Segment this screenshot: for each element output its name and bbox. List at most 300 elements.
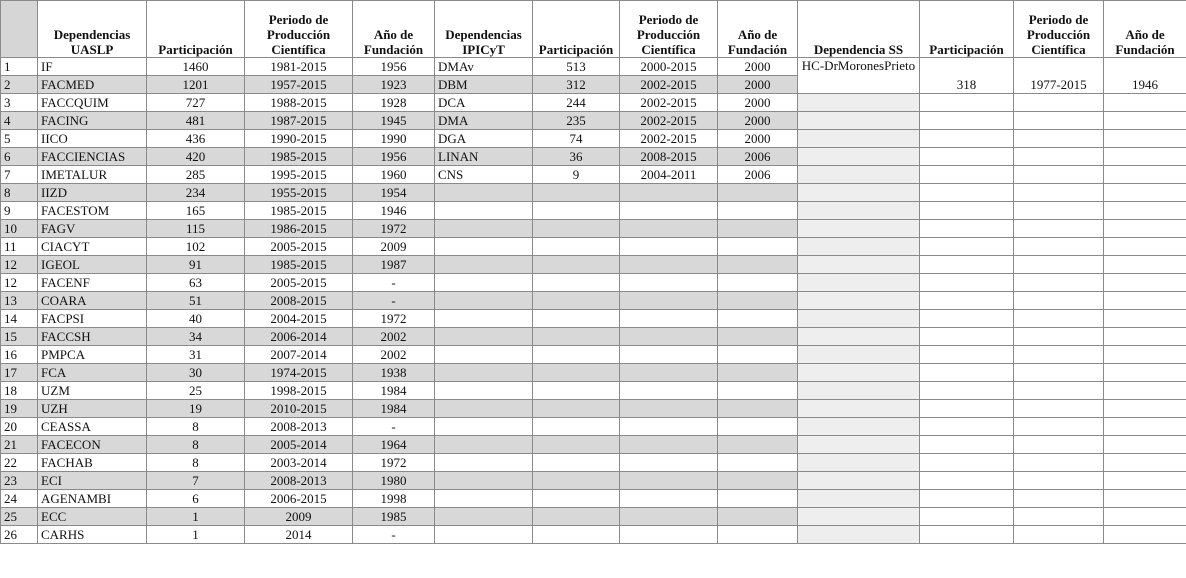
row-number: 18 [1, 382, 38, 400]
ipicyt-participation [533, 508, 620, 526]
ipicyt-period [620, 202, 718, 220]
uaslp-period: 1988-2015 [245, 94, 353, 112]
ss-participation: 318 [920, 58, 1014, 94]
ipicyt-year [718, 526, 798, 544]
uaslp-year: 1946 [353, 202, 435, 220]
ipicyt-participation [533, 346, 620, 364]
ss-empty-cell [1104, 418, 1186, 436]
table-row [1, 346, 1186, 364]
uaslp-dependency: IGEOL [38, 256, 147, 274]
ss-empty-cell [920, 274, 1014, 292]
uaslp-year: 2002 [353, 328, 435, 346]
ss-empty-cell [920, 400, 1014, 418]
ipicyt-year [718, 436, 798, 454]
uaslp-year: 1984 [353, 382, 435, 400]
ipicyt-period [620, 418, 718, 436]
header-anio-uaslp: Año de Fundación [353, 1, 435, 58]
uaslp-period: 1986-2015 [245, 220, 353, 238]
uaslp-period: 2005-2015 [245, 274, 353, 292]
table-row [1, 364, 1186, 382]
uaslp-year: - [353, 526, 435, 544]
uaslp-year: 1956 [353, 58, 435, 76]
uaslp-year: - [353, 418, 435, 436]
ipicyt-dependency [435, 472, 533, 490]
ipicyt-dependency [435, 526, 533, 544]
ss-empty-cell [1104, 166, 1186, 184]
ss-empty-cell [798, 328, 920, 346]
uaslp-dependency: COARA [38, 292, 147, 310]
ss-empty-cell [798, 436, 920, 454]
ss-empty-cell [920, 292, 1014, 310]
ipicyt-participation [533, 238, 620, 256]
uaslp-year: 1928 [353, 94, 435, 112]
ipicyt-dependency [435, 436, 533, 454]
uaslp-participation: 7 [147, 472, 245, 490]
ipicyt-participation: 244 [533, 94, 620, 112]
uaslp-period: 1955-2015 [245, 184, 353, 202]
ss-empty-cell [1104, 184, 1186, 202]
ss-empty-cell [1104, 274, 1186, 292]
uaslp-dependency: AGENAMBI [38, 490, 147, 508]
uaslp-dependency: IIZD [38, 184, 147, 202]
uaslp-participation: 1 [147, 508, 245, 526]
table-row [1, 526, 1186, 544]
ipicyt-period: 2002-2015 [620, 112, 718, 130]
row-number: 7 [1, 166, 38, 184]
row-number: 20 [1, 418, 38, 436]
ss-empty-cell [1014, 166, 1104, 184]
uaslp-period: 2004-2015 [245, 310, 353, 328]
ss-empty-cell [1014, 508, 1104, 526]
ipicyt-period [620, 328, 718, 346]
row-number: 15 [1, 328, 38, 346]
table-row [1, 256, 1186, 274]
uaslp-dependency: CIACYT [38, 238, 147, 256]
table-row [1, 382, 1186, 400]
ipicyt-participation [533, 220, 620, 238]
ipicyt-year [718, 400, 798, 418]
uaslp-year: 1964 [353, 436, 435, 454]
uaslp-year: 1972 [353, 220, 435, 238]
uaslp-participation: 1460 [147, 58, 245, 76]
uaslp-year: 1938 [353, 364, 435, 382]
header-row-number [1, 1, 38, 58]
ipicyt-dependency [435, 364, 533, 382]
ss-empty-cell [1104, 292, 1186, 310]
ss-empty-cell [1014, 490, 1104, 508]
table-row [1, 58, 1186, 76]
uaslp-dependency: FACHAB [38, 454, 147, 472]
ipicyt-year [718, 346, 798, 364]
row-number: 25 [1, 508, 38, 526]
ss-empty-cell [1014, 148, 1104, 166]
ss-empty-cell [920, 166, 1014, 184]
uaslp-period: 1985-2015 [245, 148, 353, 166]
ss-empty-cell [798, 274, 920, 292]
ipicyt-dependency [435, 238, 533, 256]
table-body [1, 58, 1186, 544]
ss-empty-cell [920, 238, 1014, 256]
ipicyt-period [620, 526, 718, 544]
ss-empty-cell [1104, 454, 1186, 472]
ipicyt-year [718, 418, 798, 436]
ipicyt-participation: 74 [533, 130, 620, 148]
ipicyt-participation: 312 [533, 76, 620, 94]
uaslp-year: 1990 [353, 130, 435, 148]
ipicyt-participation [533, 400, 620, 418]
row-number: 19 [1, 400, 38, 418]
uaslp-participation: 420 [147, 148, 245, 166]
uaslp-year: 1980 [353, 472, 435, 490]
uaslp-participation: 234 [147, 184, 245, 202]
uaslp-dependency: FACECON [38, 436, 147, 454]
ipicyt-dependency: LINAN [435, 148, 533, 166]
row-number: 26 [1, 526, 38, 544]
ipicyt-participation [533, 418, 620, 436]
ss-period: 1977-2015 [1014, 58, 1104, 94]
ss-empty-cell [1104, 112, 1186, 130]
ipicyt-period [620, 382, 718, 400]
uaslp-dependency: FAGV [38, 220, 147, 238]
ipicyt-year [718, 508, 798, 526]
ss-empty-cell [920, 346, 1014, 364]
row-number: 1 [1, 58, 38, 76]
table-row [1, 94, 1186, 112]
table-row [1, 184, 1186, 202]
ipicyt-period [620, 238, 718, 256]
ss-empty-cell [1014, 94, 1104, 112]
ipicyt-participation [533, 490, 620, 508]
uaslp-dependency: FACCQUIM [38, 94, 147, 112]
ipicyt-year [718, 184, 798, 202]
row-number: 6 [1, 148, 38, 166]
table-row [1, 400, 1186, 418]
uaslp-participation: 6 [147, 490, 245, 508]
header-participacion-uaslp: Participación [147, 1, 245, 58]
uaslp-period: 2003-2014 [245, 454, 353, 472]
ipicyt-dependency [435, 184, 533, 202]
table-row [1, 490, 1186, 508]
ipicyt-year [718, 328, 798, 346]
ipicyt-year: 2006 [718, 148, 798, 166]
uaslp-dependency: CARHS [38, 526, 147, 544]
table-row [1, 238, 1186, 256]
ss-empty-cell [920, 418, 1014, 436]
ipicyt-participation [533, 202, 620, 220]
ss-empty-cell [1014, 400, 1104, 418]
ipicyt-period: 2002-2015 [620, 130, 718, 148]
ipicyt-participation [533, 436, 620, 454]
ss-empty-cell [1104, 328, 1186, 346]
row-number: 22 [1, 454, 38, 472]
ss-empty-cell [798, 382, 920, 400]
uaslp-dependency: CEASSA [38, 418, 147, 436]
uaslp-year: 1945 [353, 112, 435, 130]
ipicyt-dependency [435, 328, 533, 346]
uaslp-participation: 34 [147, 328, 245, 346]
ipicyt-period: 2008-2015 [620, 148, 718, 166]
ipicyt-participation [533, 364, 620, 382]
table-row [1, 130, 1186, 148]
uaslp-participation: 1 [147, 526, 245, 544]
table-row [1, 220, 1186, 238]
uaslp-period: 2008-2013 [245, 472, 353, 490]
ss-empty-cell [1014, 292, 1104, 310]
uaslp-period: 1985-2015 [245, 256, 353, 274]
ss-empty-cell [1104, 256, 1186, 274]
ipicyt-year [718, 256, 798, 274]
uaslp-period: 2009 [245, 508, 353, 526]
ss-empty-cell [798, 130, 920, 148]
uaslp-participation: 8 [147, 418, 245, 436]
ss-empty-cell [920, 184, 1014, 202]
table-row [1, 148, 1186, 166]
ss-empty-cell [1014, 238, 1104, 256]
header-anio-ss: Año de Fundación [1104, 1, 1186, 58]
ipicyt-participation: 36 [533, 148, 620, 166]
ss-empty-cell [1014, 526, 1104, 544]
uaslp-period: 1985-2015 [245, 202, 353, 220]
row-number: 3 [1, 94, 38, 112]
ss-empty-cell [1104, 238, 1186, 256]
uaslp-participation: 8 [147, 454, 245, 472]
uaslp-dependency: PMPCA [38, 346, 147, 364]
ss-empty-cell [798, 220, 920, 238]
ipicyt-period [620, 292, 718, 310]
ipicyt-year: 2000 [718, 130, 798, 148]
uaslp-participation: 8 [147, 436, 245, 454]
ss-empty-cell [920, 328, 1014, 346]
uaslp-participation: 19 [147, 400, 245, 418]
ss-empty-cell [1104, 490, 1186, 508]
ss-empty-cell [798, 148, 920, 166]
ipicyt-dependency [435, 202, 533, 220]
ss-empty-cell [920, 310, 1014, 328]
ss-empty-cell [1104, 400, 1186, 418]
uaslp-participation: 727 [147, 94, 245, 112]
row-number: 11 [1, 238, 38, 256]
ipicyt-year [718, 238, 798, 256]
ss-empty-cell [1014, 454, 1104, 472]
row-number: 16 [1, 346, 38, 364]
ipicyt-year [718, 310, 798, 328]
ipicyt-dependency [435, 454, 533, 472]
ipicyt-dependency [435, 292, 533, 310]
ipicyt-participation: 9 [533, 166, 620, 184]
ipicyt-dependency: CNS [435, 166, 533, 184]
header-periodo-ss: Periodo de Producción Científica [1014, 1, 1104, 58]
ipicyt-dependency: DMAv [435, 58, 533, 76]
uaslp-dependency: FACCIENCIAS [38, 148, 147, 166]
ss-empty-cell [1104, 364, 1186, 382]
uaslp-dependency: UZH [38, 400, 147, 418]
uaslp-dependency: FACMED [38, 76, 147, 94]
ipicyt-year [718, 292, 798, 310]
ipicyt-dependency [435, 346, 533, 364]
uaslp-participation: 481 [147, 112, 245, 130]
ipicyt-period [620, 184, 718, 202]
uaslp-participation: 1201 [147, 76, 245, 94]
row-number: 9 [1, 202, 38, 220]
ipicyt-dependency: DBM [435, 76, 533, 94]
ss-empty-cell [1104, 346, 1186, 364]
uaslp-dependency: FACENF [38, 274, 147, 292]
ss-empty-cell [1104, 220, 1186, 238]
uaslp-dependency: FACESTOM [38, 202, 147, 220]
header-anio-ipicyt: Año de Fundación [718, 1, 798, 58]
ipicyt-year [718, 382, 798, 400]
ipicyt-period: 2002-2015 [620, 76, 718, 94]
ss-empty-cell [1104, 472, 1186, 490]
uaslp-period: 2014 [245, 526, 353, 544]
ss-empty-cell [920, 130, 1014, 148]
ss-empty-cell [920, 472, 1014, 490]
ipicyt-year [718, 274, 798, 292]
ss-empty-cell [798, 202, 920, 220]
uaslp-participation: 165 [147, 202, 245, 220]
ss-empty-cell [920, 490, 1014, 508]
ipicyt-dependency [435, 400, 533, 418]
uaslp-period: 2006-2014 [245, 328, 353, 346]
ss-empty-cell [798, 256, 920, 274]
uaslp-dependency: IICO [38, 130, 147, 148]
ipicyt-period [620, 346, 718, 364]
ipicyt-period [620, 364, 718, 382]
ipicyt-participation [533, 454, 620, 472]
ss-empty-cell [920, 220, 1014, 238]
ipicyt-year [718, 472, 798, 490]
ss-empty-cell [798, 346, 920, 364]
uaslp-dependency: FACPSI [38, 310, 147, 328]
uaslp-year: 1998 [353, 490, 435, 508]
ss-year: 1946 [1104, 58, 1186, 94]
uaslp-year: - [353, 292, 435, 310]
ipicyt-participation: 235 [533, 112, 620, 130]
ss-empty-cell [1104, 94, 1186, 112]
row-number: 10 [1, 220, 38, 238]
row-number: 12 [1, 274, 38, 292]
uaslp-period: 1995-2015 [245, 166, 353, 184]
ipicyt-dependency [435, 220, 533, 238]
ipicyt-participation [533, 310, 620, 328]
ss-empty-cell [920, 364, 1014, 382]
ipicyt-dependency: DGA [435, 130, 533, 148]
ss-empty-cell [1014, 328, 1104, 346]
ss-empty-cell [1014, 256, 1104, 274]
ipicyt-period: 2000-2015 [620, 58, 718, 76]
ss-empty-cell [798, 292, 920, 310]
table-row [1, 202, 1186, 220]
uaslp-participation: 63 [147, 274, 245, 292]
ss-empty-cell [1014, 202, 1104, 220]
ipicyt-period [620, 508, 718, 526]
ss-empty-cell [920, 112, 1014, 130]
ss-dependency: HC-DrMoronesPrieto [798, 58, 920, 94]
uaslp-year: 1960 [353, 166, 435, 184]
ss-empty-cell [1014, 274, 1104, 292]
row-number: 2 [1, 76, 38, 94]
ss-empty-cell [920, 436, 1014, 454]
table-row [1, 328, 1186, 346]
uaslp-participation: 30 [147, 364, 245, 382]
ss-empty-cell [1014, 436, 1104, 454]
row-number: 4 [1, 112, 38, 130]
uaslp-year: 1972 [353, 454, 435, 472]
row-number: 13 [1, 292, 38, 310]
row-number: 5 [1, 130, 38, 148]
row-number: 8 [1, 184, 38, 202]
header-ss: Dependencia SS [798, 1, 920, 58]
ipicyt-participation [533, 184, 620, 202]
uaslp-participation: 31 [147, 346, 245, 364]
ss-empty-cell [1014, 364, 1104, 382]
uaslp-period: 1987-2015 [245, 112, 353, 130]
uaslp-participation: 102 [147, 238, 245, 256]
ipicyt-period [620, 256, 718, 274]
ss-empty-cell [1104, 436, 1186, 454]
ss-empty-cell [798, 364, 920, 382]
ss-empty-cell [798, 454, 920, 472]
ss-empty-cell [798, 400, 920, 418]
ipicyt-year: 2000 [718, 76, 798, 94]
uaslp-year: 1984 [353, 400, 435, 418]
ipicyt-dependency: DCA [435, 94, 533, 112]
uaslp-period: 2010-2015 [245, 400, 353, 418]
ss-empty-cell [798, 526, 920, 544]
uaslp-year: - [353, 274, 435, 292]
ipicyt-year: 2000 [718, 94, 798, 112]
row-number: 14 [1, 310, 38, 328]
header-row [1, 1, 1186, 58]
table-row [1, 166, 1186, 184]
ipicyt-dependency: DMA [435, 112, 533, 130]
uaslp-year: 2009 [353, 238, 435, 256]
row-number: 17 [1, 364, 38, 382]
uaslp-year: 1923 [353, 76, 435, 94]
row-number: 24 [1, 490, 38, 508]
header-ipicyt: Dependencias IPICyT [435, 1, 533, 58]
ipicyt-participation [533, 382, 620, 400]
row-number: 23 [1, 472, 38, 490]
table-row [1, 454, 1186, 472]
ipicyt-dependency [435, 256, 533, 274]
ipicyt-period [620, 436, 718, 454]
ipicyt-dependency [435, 274, 533, 292]
ipicyt-year [718, 202, 798, 220]
ipicyt-participation [533, 328, 620, 346]
ipicyt-year [718, 364, 798, 382]
ipicyt-year: 2006 [718, 166, 798, 184]
ipicyt-period: 2004-2011 [620, 166, 718, 184]
uaslp-period: 1981-2015 [245, 58, 353, 76]
ipicyt-period [620, 274, 718, 292]
ipicyt-period [620, 220, 718, 238]
ipicyt-period [620, 490, 718, 508]
uaslp-dependency: FACCSH [38, 328, 147, 346]
header-participacion-ipicyt: Participación [533, 1, 620, 58]
ss-empty-cell [798, 310, 920, 328]
ss-empty-cell [798, 490, 920, 508]
table-row [1, 436, 1186, 454]
uaslp-participation: 91 [147, 256, 245, 274]
uaslp-participation: 115 [147, 220, 245, 238]
ipicyt-dependency [435, 418, 533, 436]
uaslp-year: 1954 [353, 184, 435, 202]
ss-empty-cell [1014, 184, 1104, 202]
header-uaslp: Dependencias UASLP [38, 1, 147, 58]
table-row [1, 274, 1186, 292]
uaslp-period: 2005-2015 [245, 238, 353, 256]
